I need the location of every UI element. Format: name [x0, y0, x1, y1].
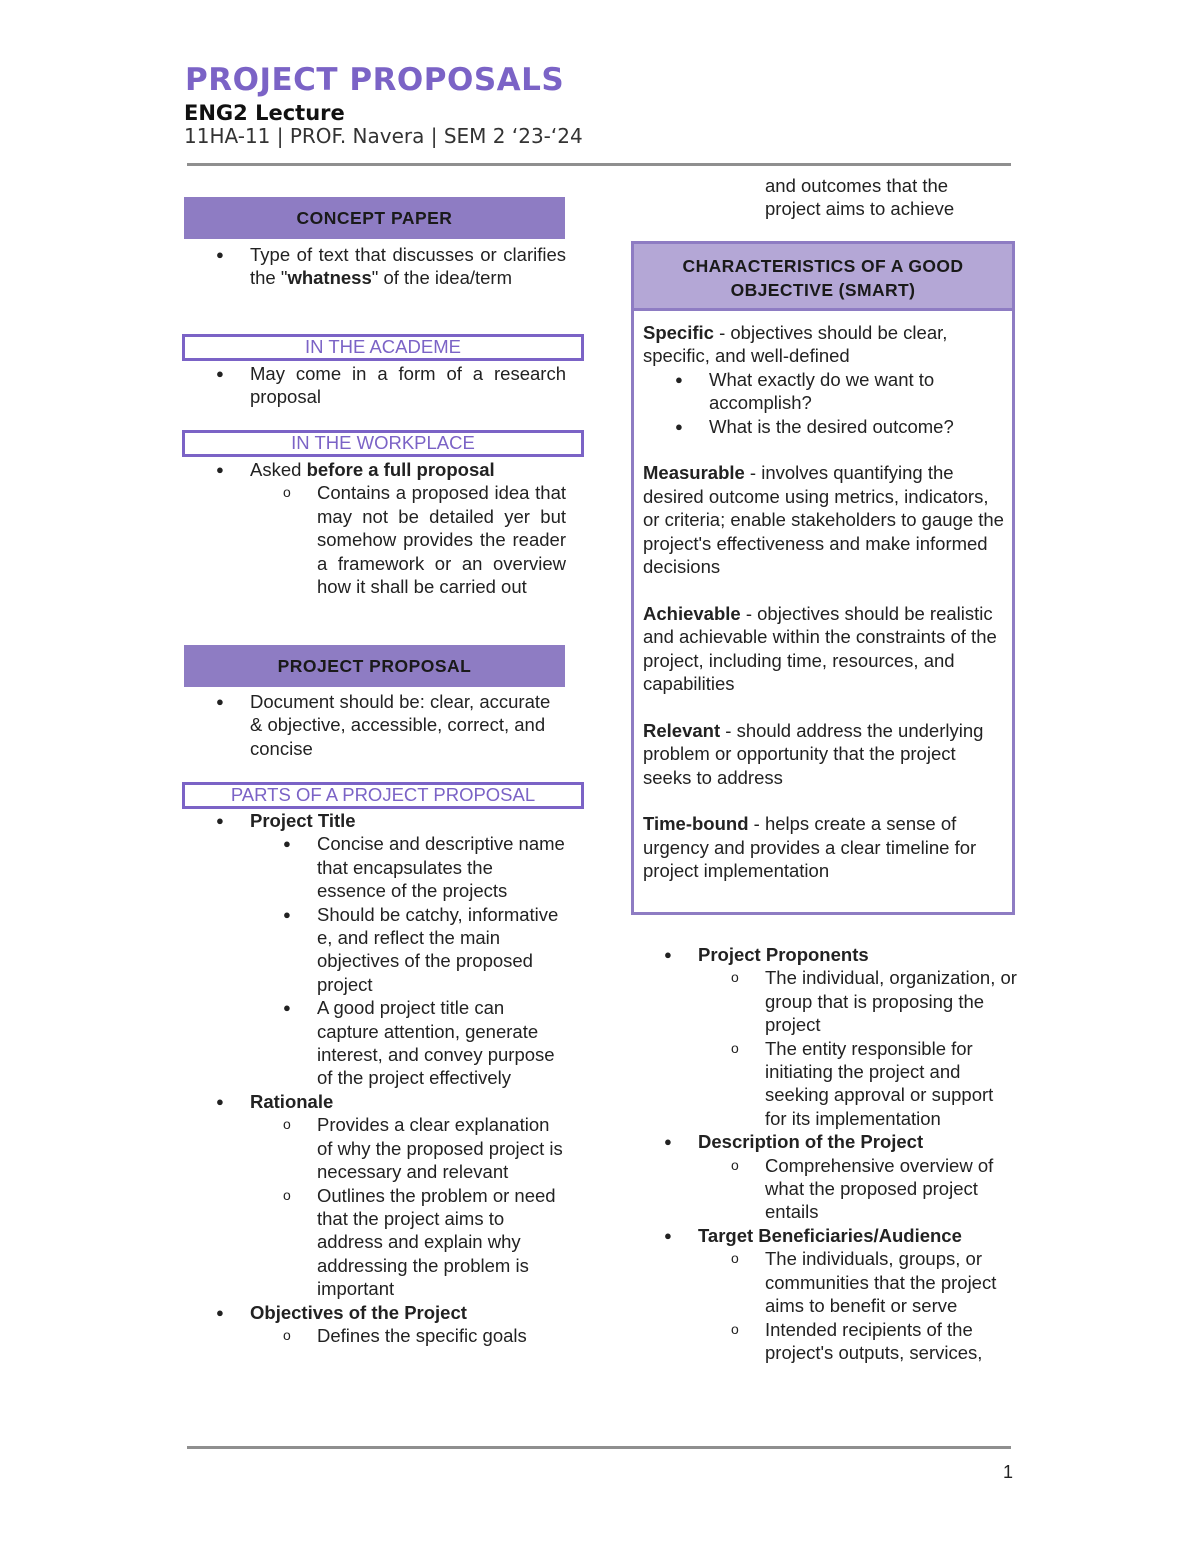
list-item: ● May come in a form of a research proposal	[216, 363, 566, 408]
bullet-icon: ●	[216, 694, 224, 709]
academe-list	[184, 362, 566, 409]
hollow-bullet-icon: o	[283, 1186, 291, 1203]
list-subitem: o Defines the specific goals	[283, 1324, 527, 1346]
parts-heading: PARTS OF A PROJECT PROPOSAL	[182, 782, 584, 809]
workplace-list	[184, 458, 566, 598]
list-item: ● Target Beneficiaries/Audience	[664, 1224, 962, 1246]
list-subitem: ● A good project title can capture attention, generate interest, and convey purpose of the project effectively	[283, 997, 555, 1089]
list-item: ● Rationale	[216, 1090, 334, 1112]
smart-relevant: Relevant - should address the underlying problem or opportunity that the project seeks to address	[643, 719, 984, 788]
bullet-icon: ●	[216, 1304, 224, 1320]
hollow-bullet-icon: o	[283, 484, 291, 501]
smart-heading: CHARACTERISTICS OF A GOOD OBJECTIVE (SMART)	[634, 244, 1012, 311]
bullet-icon: ●	[216, 366, 224, 381]
bullet-icon: ●	[216, 462, 224, 477]
bullet-icon: ●	[216, 1093, 224, 1109]
list-item: ● Type of text that discusses or clarifies the "whatness" of the idea/term	[216, 244, 566, 289]
bullet-icon: ●	[664, 947, 672, 962]
smart-measurable: Measurable - involves quantifying the desired outcome using metrics, indicators, or criteria; enable stakeholders to gauge the project's effectiveness and make informed decisions	[643, 462, 1004, 578]
workplace-heading: IN THE WORKPLACE	[182, 430, 584, 457]
list-item: ● Project Title	[216, 810, 356, 831]
list-item: ● Description of the Project	[664, 1131, 924, 1153]
smart-time-bound: Time-bound - helps create a sense of urgency and provides a clear timeline for project implementation	[643, 813, 977, 882]
list-item: ● Asked before a full proposal	[216, 459, 495, 480]
list-item: ● What is the desired outcome?	[675, 415, 954, 437]
hollow-bullet-icon: o	[731, 1320, 739, 1337]
hollow-bullet-icon: o	[283, 1326, 291, 1343]
smart-body	[634, 311, 1012, 883]
bullet-icon: ●	[664, 1227, 672, 1243]
bullet-icon: ●	[216, 813, 224, 828]
smart-objectives-box	[631, 241, 1015, 915]
header-divider	[187, 163, 1011, 166]
list-subitem: o Comprehensive overview of what the proposed project entails	[731, 1154, 994, 1223]
course-meta: 11HA-11 | PROF. Navera | SEM 2 ‘23-‘24	[184, 124, 583, 148]
list-subitem: o The entity responsible for initiating the project and seeking approval or support for its implementation	[731, 1037, 994, 1129]
objectives-continuation: and outcomes that the project aims to achieve	[765, 175, 955, 220]
bullet-icon: ●	[664, 1134, 672, 1150]
hollow-bullet-icon: o	[731, 1039, 739, 1056]
list-subitem: ● Should be catchy, informative e, and reflect the main objectives of the proposed project	[283, 903, 559, 995]
list-subitem: o Provides a clear explanation of why the proposed project is necessary and relevant	[283, 1114, 563, 1183]
smart-specific: Specific - objectives should be clear, specific, and well-defined	[643, 322, 948, 367]
specific-questions	[643, 368, 1004, 438]
parts-list-continued	[632, 943, 1018, 1364]
list-item: ● Project Proponents	[664, 944, 869, 965]
list-subitem: ● Concise and descriptive name that encapsulates the essence of the projects	[283, 833, 565, 902]
list-subitem: o Contains a proposed idea that may not be detailed yer but somehow provides the reader a framework or an overview how it shall be carried out	[283, 482, 566, 598]
page-number: 1	[1003, 1462, 1014, 1482]
smart-achievable: Achievable - objectives should be realistic and achievable within the constraints of the project, including time, resources, and capabilities	[643, 602, 997, 695]
concept-paper-heading: CONCEPT PAPER	[184, 197, 565, 239]
hollow-bullet-icon: o	[283, 1116, 291, 1133]
bullet-icon: ●	[283, 836, 291, 852]
bullet-icon: ●	[675, 418, 683, 434]
concept-paper-list	[184, 243, 566, 290]
page-title: PROJECT PROPOSALS	[185, 62, 565, 98]
footer-divider	[187, 1446, 1011, 1449]
bullet-icon: ●	[283, 906, 291, 922]
bullet-icon: ●	[675, 371, 683, 387]
list-subitem: o Intended recipients of the project's outputs, services,	[731, 1318, 983, 1363]
list-item: ● Document should be: clear, accurate & objective, accessible, correct, and concise	[216, 691, 551, 759]
hollow-bullet-icon: o	[731, 1250, 739, 1267]
bullet-icon: ●	[216, 247, 224, 262]
academe-heading: IN THE ACADEME	[182, 334, 584, 361]
list-item: ● Objectives of the Project	[216, 1301, 467, 1323]
list-subitem: o The individuals, groups, or communities that the project aims to benefit or serve	[731, 1248, 997, 1317]
list-item: ● What exactly do we want to accomplish?	[675, 368, 935, 414]
hollow-bullet-icon: o	[731, 1156, 739, 1173]
page-subtitle: ENG2 Lecture	[184, 101, 345, 125]
hollow-bullet-icon: o	[731, 969, 739, 986]
parts-list	[184, 809, 566, 1347]
project-proposal-list	[184, 690, 566, 760]
bullet-icon: ●	[283, 1000, 291, 1016]
project-proposal-heading: PROJECT PROPOSAL	[184, 645, 565, 687]
list-subitem: o The individual, organization, or group that is proposing the project	[731, 967, 1017, 1036]
list-subitem: o Outlines the problem or need that the project aims to address and explain why addressing the problem is important	[283, 1184, 556, 1300]
